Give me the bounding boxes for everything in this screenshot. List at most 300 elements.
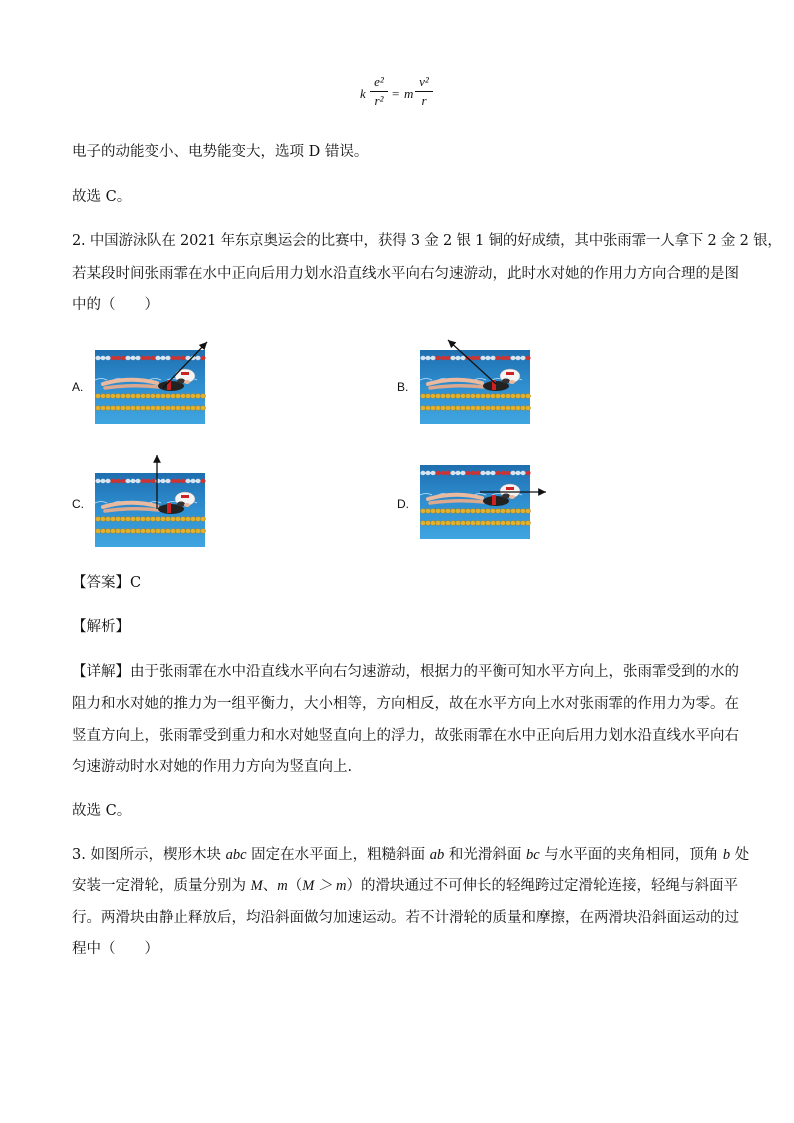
lane-rope-float	[110, 406, 115, 411]
lane-rope-float	[450, 356, 455, 360]
lane-rope-float	[445, 356, 450, 360]
lane-rope-float	[145, 406, 150, 411]
option-a-image[interactable]	[95, 350, 205, 424]
lane-rope-float	[465, 521, 470, 526]
lane-rope-float	[435, 509, 440, 514]
lane-rope-float	[170, 529, 175, 534]
swimmer-illustration	[420, 465, 530, 539]
lane-rope-float	[150, 517, 155, 522]
lane-rope-float	[475, 394, 480, 399]
lane-rope-float	[520, 356, 525, 360]
lane-rope-float	[195, 479, 200, 483]
lane-rope-float	[450, 471, 455, 475]
lane-rope-float	[465, 394, 470, 399]
lane-rope-float	[155, 394, 160, 399]
lane-rope-float	[500, 406, 505, 411]
formula-lhs-fraction: $\frac{\text{e²}}{\text{r²}}$	[370, 74, 388, 109]
goggles	[502, 494, 510, 499]
detail-line-3: 竖直方向上，张雨霏受到重力和水对她竖直向上的浮力，故张雨霏在水中正向后用力划水沿直线水平向右	[72, 728, 739, 744]
lane-rope-float	[140, 479, 145, 483]
lane-rope-float	[490, 356, 495, 360]
lane-rope-float	[160, 479, 165, 483]
lane-rope-float	[490, 509, 495, 514]
lane-rope-float	[445, 394, 450, 399]
lane-rope-float	[120, 529, 125, 534]
swim-cap-flag	[506, 487, 514, 490]
lane-rope-float	[495, 356, 500, 360]
lane-rope-float	[105, 529, 110, 534]
lane-rope-float	[515, 406, 520, 411]
lane-rope-float	[455, 406, 460, 411]
lane-rope-float	[510, 394, 515, 399]
lane-rope-float	[180, 517, 185, 522]
lane-rope-float	[115, 406, 120, 411]
lane-rope-float	[145, 529, 150, 534]
formula-rhs-fraction: $\frac{\text{v²}}{r}$	[415, 74, 433, 109]
lane-rope-float	[525, 471, 530, 475]
lane-rope-float	[170, 356, 175, 360]
lane-rope-float	[100, 529, 105, 534]
swimmer-illustration	[95, 473, 205, 547]
lane-rope-float	[170, 479, 175, 483]
lane-rope-float	[515, 471, 520, 475]
lane-rope-float	[180, 529, 185, 534]
lane-rope-float	[485, 406, 490, 411]
lane-rope-float	[195, 356, 200, 360]
lane-rope-float	[115, 517, 120, 522]
goggles	[177, 502, 185, 507]
lane-rope-float	[110, 517, 115, 522]
lane-rope-float	[125, 356, 130, 360]
lane-rope-float	[100, 479, 105, 483]
lane-rope-float	[435, 356, 440, 360]
lane-rope-float	[105, 356, 110, 360]
option-b-image[interactable]	[420, 350, 530, 424]
lane-rope-float	[150, 479, 155, 483]
lane-rope-float	[200, 406, 205, 411]
lane-rope-float	[525, 521, 530, 526]
lane-rope-float	[105, 394, 110, 399]
option-d-label: D.	[397, 497, 409, 511]
lane-rope-float	[505, 521, 510, 526]
lane-rope-float	[495, 509, 500, 514]
lane-rope-float	[445, 406, 450, 411]
lane-rope-float	[425, 521, 430, 526]
lane-rope-float	[150, 356, 155, 360]
lane-rope-float	[95, 529, 100, 534]
lane-rope-float	[185, 394, 190, 399]
lane-rope-float	[160, 517, 165, 522]
lane-rope-float	[430, 471, 435, 475]
lane-rope-float	[200, 356, 205, 360]
lane-rope-float	[495, 406, 500, 411]
lane-rope-float	[500, 521, 505, 526]
q2-conclusion: 故选 C。	[72, 803, 132, 819]
q3-line-2: 安装一定滑轮，质量分别为 M、m（M ＞ m）的滑块通过不可伸长的轻绳跨过定滑轮连接，轻绳与斜面平	[72, 878, 738, 894]
lane-rope-float	[110, 529, 115, 534]
q2-line-1: 2. 中国游泳队在 2021 年东京奥运会的比赛中，获得 3 金 2 银 1 铜的好成绩，其中张雨霏一人拿下 2 金 2 银，	[72, 233, 782, 249]
lane-rope-float	[190, 406, 195, 411]
lane-rope-float	[95, 479, 100, 483]
lane-rope-float	[115, 529, 120, 534]
lane-rope-float	[455, 394, 460, 399]
formula-m: m	[404, 86, 414, 101]
lane-rope-float	[160, 394, 165, 399]
lane-rope-float	[425, 406, 430, 411]
lane-rope-float	[510, 471, 515, 475]
lane-rope-float	[155, 406, 160, 411]
lane-rope-float	[160, 529, 165, 534]
lane-rope-float	[175, 356, 180, 360]
lane-rope-float	[465, 406, 470, 411]
lane-rope-float	[505, 356, 510, 360]
formula-equals: =	[392, 86, 400, 101]
lane-rope-float	[190, 517, 195, 522]
lane-rope-float	[460, 406, 465, 411]
lane-rope-float	[455, 356, 460, 360]
answer-line: 【答案】C	[72, 575, 142, 591]
lane-rope-float	[475, 356, 480, 360]
lane-rope-float	[140, 406, 145, 411]
lane-rope-float	[520, 521, 525, 526]
face	[184, 380, 190, 384]
lane-rope-float	[480, 406, 485, 411]
lane-rope-float	[455, 509, 460, 514]
lane-rope-float	[195, 517, 200, 522]
lane-rope-float	[450, 394, 455, 399]
lane-rope-float	[520, 471, 525, 475]
lane-rope-float	[425, 471, 430, 475]
lane-rope-float	[165, 394, 170, 399]
lane-rope-float	[500, 509, 505, 514]
detail-line-2: 阻力和水对她的推力为一组平衡力，大小相等，方向相反，故在水平方向上水对张雨霏的作用力为零。在	[72, 696, 739, 712]
detail-line-4: 匀速游动时水对她的作用力方向为竖直向上.	[72, 759, 353, 775]
option-b-label: B.	[397, 380, 409, 394]
lane-rope-float	[130, 356, 135, 360]
lane-rope-float	[200, 479, 205, 483]
option-c-image[interactable]	[95, 473, 205, 547]
lane-rope-float	[440, 394, 445, 399]
lane-rope-float	[450, 521, 455, 526]
lane-rope-float	[420, 509, 425, 514]
lane-rope-float	[95, 517, 100, 522]
lane-rope-float	[455, 471, 460, 475]
lane-rope-float	[135, 406, 140, 411]
lane-rope-float	[165, 479, 170, 483]
lane-rope-float	[460, 356, 465, 360]
option-d-image[interactable]	[420, 465, 530, 539]
q3-line-4: 程中（ ）	[72, 941, 159, 957]
lane-rope-float	[110, 394, 115, 399]
lane-rope-float	[500, 356, 505, 360]
lane-rope-float	[195, 406, 200, 411]
swim-cap-flag	[181, 372, 189, 375]
lane-rope-float	[185, 479, 190, 483]
lane-rope-float	[125, 406, 130, 411]
lane-rope-float	[100, 517, 105, 522]
lane-rope-float	[105, 479, 110, 483]
lane-rope-float	[470, 356, 475, 360]
lane-rope-float	[105, 406, 110, 411]
lane-rope-float	[525, 394, 530, 399]
lane-rope-float	[490, 471, 495, 475]
lane-rope-float	[445, 471, 450, 475]
lane-rope-float	[175, 394, 180, 399]
lane-rope-float	[500, 471, 505, 475]
lane-rope-float	[480, 394, 485, 399]
lane-rope-float	[130, 479, 135, 483]
lane-rope-float	[430, 509, 435, 514]
lane-rope-float	[95, 394, 100, 399]
lane-rope-float	[420, 471, 425, 475]
lane-rope-float	[170, 517, 175, 522]
lane-rope-float	[185, 529, 190, 534]
lane-rope-float	[440, 521, 445, 526]
lane-rope-float	[135, 394, 140, 399]
lane-rope-float	[420, 521, 425, 526]
lane-rope-float	[190, 394, 195, 399]
lane-rope-float	[140, 517, 145, 522]
lane-rope-float	[110, 356, 115, 360]
lane-rope-float	[520, 509, 525, 514]
lane-rope-float	[200, 517, 205, 522]
lane-rope-float	[175, 529, 180, 534]
lane-rope-float	[495, 521, 500, 526]
lane-rope-float	[190, 479, 195, 483]
swim-cap-flag	[506, 372, 514, 375]
lane-rope-float	[510, 521, 515, 526]
lane-rope-float	[440, 356, 445, 360]
lane-rope-float	[460, 471, 465, 475]
swim-cap-flag	[181, 495, 189, 498]
lane-rope-float	[430, 394, 435, 399]
lane-rope-float	[475, 509, 480, 514]
lane-rope-float	[450, 509, 455, 514]
lane-rope-float	[470, 509, 475, 514]
lane-rope-float	[510, 406, 515, 411]
lane-rope-float	[145, 356, 150, 360]
lane-rope-float	[195, 394, 200, 399]
lane-rope-float	[180, 394, 185, 399]
lane-rope-float	[515, 509, 520, 514]
lane-rope-float	[515, 521, 520, 526]
lane-rope-float	[125, 394, 130, 399]
lane-rope-float	[480, 356, 485, 360]
lane-rope-float	[155, 479, 160, 483]
lane-rope-float	[125, 529, 130, 534]
lane-rope-float	[485, 521, 490, 526]
lane-rope-float	[425, 356, 430, 360]
lane-rope-float	[435, 521, 440, 526]
lane-rope-float	[145, 394, 150, 399]
formula-k: k	[360, 86, 366, 101]
lane-rope-float	[430, 406, 435, 411]
lane-rope-float	[425, 509, 430, 514]
lane-rope-float	[165, 406, 170, 411]
lane-rope-float	[180, 479, 185, 483]
lane-rope-float	[130, 517, 135, 522]
lane-rope-float	[165, 356, 170, 360]
lane-rope-float	[200, 529, 205, 534]
lane-rope-float	[460, 509, 465, 514]
q2-line-2: 若某段时间张雨霏在水中正向后用力划水沿直线水平向右匀速游动，此时水对她的作用力方向合理的是图	[72, 266, 739, 282]
goggles	[502, 379, 510, 384]
lane-rope-float	[520, 394, 525, 399]
lane-rope-float	[445, 521, 450, 526]
lane-rope-float	[510, 509, 515, 514]
lane-rope-float	[525, 356, 530, 360]
lane-rope-float	[460, 521, 465, 526]
lane-rope-float	[95, 356, 100, 360]
lane-rope-float	[120, 406, 125, 411]
lane-rope-float	[505, 406, 510, 411]
lane-rope-float	[520, 406, 525, 411]
detail-line-1: 【详解】由于张雨霏在水中沿直线水平向右匀速游动，根据力的平衡可知水平方向上，张雨霏受到的水的	[72, 664, 739, 680]
swimsuit-stripe	[492, 495, 496, 505]
lane-rope-float	[440, 471, 445, 475]
swimsuit-stripe	[167, 503, 171, 513]
lane-rope-float	[125, 479, 130, 483]
lane-rope-float	[120, 517, 125, 522]
lane-rope-float	[195, 529, 200, 534]
lane-rope-float	[470, 471, 475, 475]
lane-rope-float	[155, 356, 160, 360]
lane-rope-float	[465, 471, 470, 475]
lane-rope-float	[175, 406, 180, 411]
lane-rope-float	[475, 406, 480, 411]
lane-rope-float	[130, 529, 135, 534]
lane-rope-float	[100, 394, 105, 399]
swimmer-illustration	[420, 350, 530, 424]
lane-rope-float	[145, 517, 150, 522]
lane-rope-float	[510, 356, 515, 360]
lane-rope-float	[505, 509, 510, 514]
lane-rope-float	[115, 356, 120, 360]
lane-rope-float	[425, 394, 430, 399]
lane-rope-float	[160, 406, 165, 411]
lane-rope-float	[525, 406, 530, 411]
lane-rope-float	[180, 406, 185, 411]
lane-rope-float	[440, 406, 445, 411]
lane-rope-float	[140, 356, 145, 360]
lane-rope-float	[130, 394, 135, 399]
paragraph-choose-c: 故选 C。	[72, 189, 132, 205]
lane-rope-float	[485, 509, 490, 514]
lane-rope-float	[420, 356, 425, 360]
lane-rope-float	[470, 406, 475, 411]
lane-rope-float	[130, 406, 135, 411]
lane-rope-float	[140, 529, 145, 534]
lane-rope-float	[485, 471, 490, 475]
face	[509, 380, 515, 384]
lane-rope-float	[465, 509, 470, 514]
lane-rope-float	[140, 394, 145, 399]
lane-rope-float	[480, 509, 485, 514]
lane-rope-float	[450, 406, 455, 411]
lane-rope-float	[490, 394, 495, 399]
lane-rope-float	[490, 406, 495, 411]
lane-rope-float	[190, 529, 195, 534]
lane-rope-float	[155, 529, 160, 534]
lane-rope-float	[420, 406, 425, 411]
lane-rope-float	[145, 479, 150, 483]
lane-rope-float	[420, 394, 425, 399]
lane-rope-float	[470, 521, 475, 526]
lane-rope-float	[460, 394, 465, 399]
face	[184, 503, 190, 507]
lane-rope-float	[485, 356, 490, 360]
lane-rope-float	[515, 356, 520, 360]
lane-rope-float	[120, 356, 125, 360]
lane-rope-float	[135, 479, 140, 483]
lane-rope-float	[435, 471, 440, 475]
lane-rope-float	[495, 394, 500, 399]
lane-rope-float	[100, 406, 105, 411]
lane-rope-float	[475, 521, 480, 526]
option-c-label: C.	[72, 497, 84, 511]
lane-rope-float	[185, 517, 190, 522]
lane-rope-float	[120, 394, 125, 399]
lane-rope-float	[150, 529, 155, 534]
lane-rope-float	[175, 517, 180, 522]
lane-rope-float	[180, 356, 185, 360]
lane-rope-float	[185, 406, 190, 411]
lane-rope-float	[135, 517, 140, 522]
lane-rope-float	[150, 394, 155, 399]
lane-rope-float	[475, 471, 480, 475]
lane-rope-float	[430, 521, 435, 526]
lane-rope-float	[115, 479, 120, 483]
q2-line-3: 中的（ ）	[72, 297, 159, 313]
lane-rope-float	[110, 479, 115, 483]
lane-rope-float	[160, 356, 165, 360]
lane-rope-float	[95, 406, 100, 411]
lane-rope-float	[485, 394, 490, 399]
lane-rope-float	[105, 517, 110, 522]
analysis-heading: 【解析】	[72, 619, 130, 635]
lane-rope-float	[120, 479, 125, 483]
lane-rope-float	[135, 529, 140, 534]
lane-rope-float	[165, 529, 170, 534]
lane-rope-float	[480, 471, 485, 475]
lane-rope-float	[490, 521, 495, 526]
lane-rope-float	[170, 406, 175, 411]
lane-rope-float	[435, 394, 440, 399]
lane-rope-float	[150, 406, 155, 411]
lane-rope-float	[165, 517, 170, 522]
lane-rope-float	[175, 479, 180, 483]
lane-rope-float	[125, 517, 130, 522]
lane-rope-float	[170, 394, 175, 399]
lane-rope-float	[135, 356, 140, 360]
lane-rope-float	[430, 356, 435, 360]
lane-rope-float	[505, 471, 510, 475]
lane-rope-float	[155, 517, 160, 522]
face	[509, 495, 515, 499]
lane-rope-float	[525, 509, 530, 514]
lane-rope-float	[100, 356, 105, 360]
lane-rope-float	[445, 509, 450, 514]
paragraph-electron-energy: 电子的动能变小、电势能变大，选项 D 错误。	[72, 144, 369, 160]
lane-rope-float	[200, 394, 205, 399]
q3-line-3: 行。两滑块由静止释放后，均沿斜面做匀加速运动。若不计滑轮的质量和摩擦，在两滑块沿斜面运动的过	[72, 910, 739, 926]
swimmer-illustration	[95, 350, 205, 424]
lane-rope-float	[455, 521, 460, 526]
goggles	[177, 379, 185, 384]
lane-rope-float	[480, 521, 485, 526]
option-a-label: A.	[72, 380, 84, 394]
lane-rope-float	[500, 394, 505, 399]
